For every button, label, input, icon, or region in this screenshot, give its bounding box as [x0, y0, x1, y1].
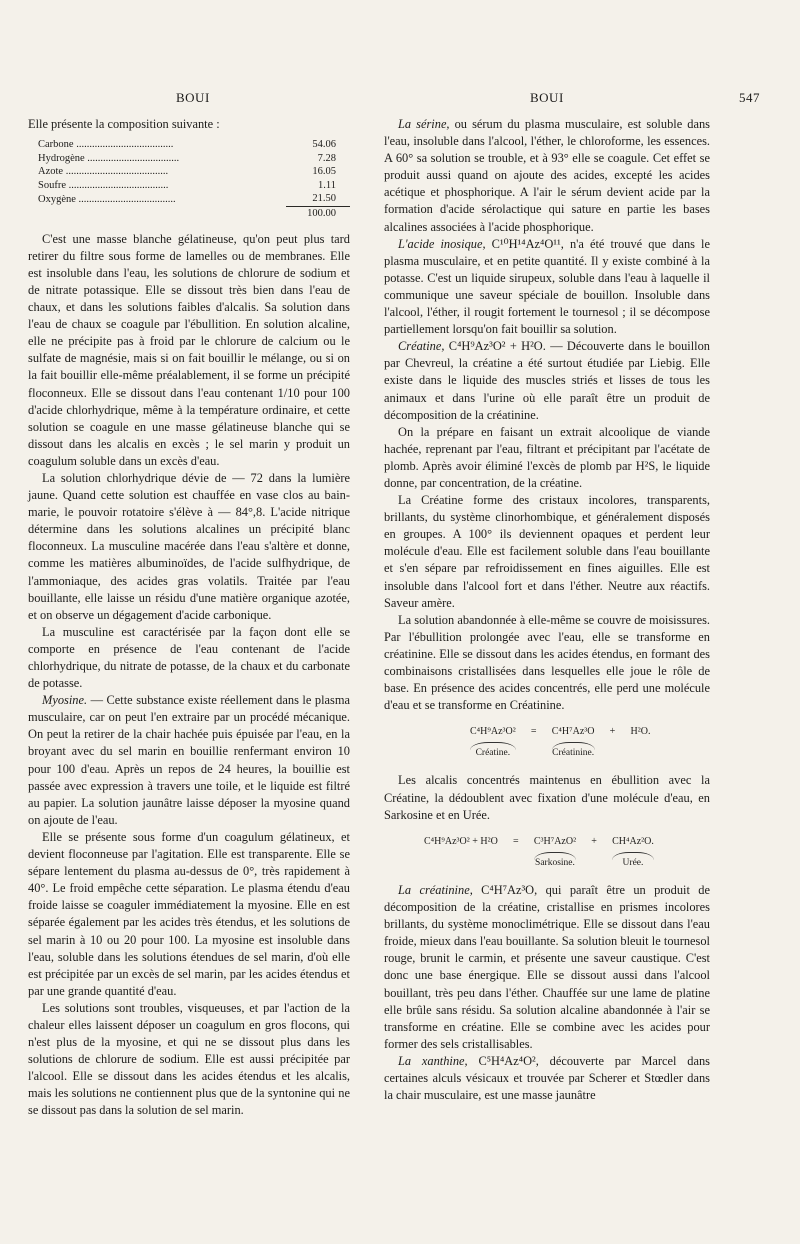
plus-sign: +	[591, 835, 597, 847]
composition-intro: Elle présente la composition suivante :	[28, 117, 220, 131]
equation-term: C⁴H⁷Az³O Créatinine.	[552, 723, 595, 762]
paragraph-text: ou sérum du plasma musculaire, est soluble dans l'eau, insoluble dans l'alcool, l'éther, le chloroforme, les essences. A 60° sa solution se trouble, et à 93° elle se coagule. Cet effet se produit aussi quand on ajoute des acides, excepté les acides acétique et phosphorique. A l'air le sérum devient acide par la formation d'acide sérolactique qui sature en partie les bases alcalines associées à l'acide phosphorique.	[384, 117, 710, 234]
formula: C⁴H⁷Az³O,	[472, 882, 538, 897]
paragraph-myosine	[28, 692, 350, 829]
paragraph: C'est une masse blanche gélatineuse, qu'on peut plus tard retirer du filtre sous forme de lamelles ou de membranes. Elle est insoluble dans l'eau, les solutions de chlorure de sodium et de nitrate potassique. Elle se dissout très bien dans l'eau de chaux, et dans les solutions faibles d'alcalis. Sa solution dans l'eau de chaux se coagule par l'ébullition. En solution alcaline, elle ne précipite pas à froid par le chlorure de calcium ou le sulfate de magnésie, mais si on fait bouillir le mélange, ou si on la fait bouillir elle-même préalablement, il se forme un précipité floconneux. Elle se dissout dans l'eau contenant 1/10 pour 100 d'acide chlorhydrique, même à la température ordinaire, et cette solution se coagule en une masse gélatineuse blanche qui se dissout dans les alcalis en excès ; le sel marin y produit un coagulum soluble dans un excès d'eau.	[28, 231, 350, 468]
paragraph-creatinine	[384, 882, 710, 1053]
left-column	[28, 116, 350, 1120]
formula: C⁴H⁹Az³O² + H²O.	[444, 339, 546, 354]
equals-sign: =	[530, 726, 537, 738]
equation-sarkosine-uree	[384, 833, 710, 872]
element-value: 21.50	[312, 193, 336, 205]
composition-table	[38, 138, 350, 221]
element-value: 54.06	[312, 139, 336, 151]
element-name: Oxygène .....................................	[38, 193, 176, 205]
table-row	[38, 152, 350, 166]
element-value: 1.11	[318, 179, 336, 191]
running-head-left: BOUI	[176, 90, 210, 105]
element-value: 16.05	[312, 166, 336, 178]
element-name: Azote .......................................	[38, 166, 169, 178]
plus-sign: +	[609, 726, 616, 738]
label-creatinine: Créatinine.	[552, 742, 595, 762]
paragraph-text: — Cette substance existe réellement dans le plasma musculaire, car on peut l'en extraire par un procédé mécanique. On peut la retirer de la chair hachée puis épuisée par l'eau, en la broyant avec du sel marin en bouillie renfermant environ 10 pour 100 d'eau. Après un repos de 24 heures, la bouillie est passée avec expression à travers une toile, et le liquide est filtré au papier. La solution jaunâtre laisse déposer la myosine quand on ajoute de l'eau.	[28, 693, 350, 827]
paragraph: La solution abandonnée à elle-même se couvre de moisissures. Par l'ébullition prolongée avec l'eau, elle se transforme en créatinine. Elle se dissout dans les acides étendus, en formant des combinaisons cristallisées dans lesquelles elle joue le rôle de base. En présence des acides concentrés, elle perd une molécule d'eau et se transforme en Créatinine.	[384, 612, 710, 713]
element-name: Carbone .....................................	[38, 139, 174, 151]
equals-sign: =	[513, 835, 519, 847]
equation-term: C⁴H⁹Az³O² Créatine.	[470, 723, 516, 762]
table-row	[38, 138, 350, 152]
term-serine: La sérine,	[398, 117, 450, 131]
equation-term: H²O.	[630, 726, 651, 738]
running-head-right: BOUI	[530, 90, 564, 105]
paragraph: Les alcalis concentrés maintenus en ébullition avec la Créatine, la dédoublent avec fixation d'une molécule d'eau, en Sarkosine et en Urée.	[384, 773, 710, 822]
paragraph-serine	[384, 116, 710, 236]
paragraph: Elle se présente sous forme d'un coagulum gélatineux, et devient floconneuse par l'agitation. Elle est transparente. Elle se sépare lentement du plasma au-dessus de 0°, très rapidement à 40°. Le froid empêche cette séparation. Le plasma étendu d'eau froide laisse se coaguler immédiatement la myosine. Elle en est séparée également par les acides très étendus, et les solutions de sel marin à 10 ou 20 pour 100. La myosine est insoluble dans l'eau, soluble dans les solutions étendues de sel marin, d'où elle est précipitée par un excès de sel marin, par les acides étendus et par une grande quantité d'eau.	[28, 829, 350, 998]
paragraph: Les solutions sont troubles, visqueuses, et par l'action de la chaleur elles laissent déposer un coagulum en gros flocons, qui n'est plus de la myosine, et qui ne se dissout plus dans les solutions de chlorure de sodium. Elle est aussi précipitée par l'alcool. Elle se dissout dans les acides étendus et les alcalis, mais les solutions ne contiennent plus que de la syntonine qui ne se dissout pas dans la solution de sel marin.	[28, 1000, 350, 1118]
paragraph-text: qui paraît être un produit de décomposition de la créatine, cristallise en prismes incolores brillants, du système monoclimétrique. Elle se dissout dans l'eau froide, mieux dans l'eau bouillante. Sa solution bleuit le tournesol rouge, brunit le carmin, et présente une saveur caustique. C'est donc une base énergique. Elle se dissout aussi dans l'alcool bouillant, très peu dans l'éther. Chauffée sur une lame de platine elle brûle sans résidu. Sa solution alcaline abandonnée à l'air se transforme en créatine. Elle se combine avec les acides pour former des sels cristallisables.	[384, 882, 710, 1051]
term-xanthine: La xanthine,	[398, 1053, 468, 1068]
paragraph-xanthine	[384, 1053, 710, 1104]
term-creatinine: La créatinine,	[398, 882, 473, 897]
label-uree: Urée.	[612, 852, 654, 872]
element-name: Hydrogène ...................................	[38, 152, 180, 164]
element-value: 7.28	[317, 152, 336, 164]
term-creatine: Créatine,	[398, 339, 445, 354]
element-name: Soufre ......................................	[38, 179, 169, 191]
formula: C⁵H⁴Az⁴O²,	[467, 1053, 539, 1068]
table-row	[38, 165, 350, 179]
equation-term: CH⁴Az²O. Urée.	[612, 833, 654, 872]
paragraph: La Créatine forme des cristaux incolores, transparents, brillants, du système clinorhombique, et généralement disposés en groupes. A 100° ils deviennent opaques et perdent leur molécule d'eau. Elle est facilement soluble dans l'eau bouillante et s'en sépare par refroidissement en fines aiguilles. Elle est insoluble dans l'alcool fort et dans l'éther. Neutre aux réactifs. Saveur amère.	[384, 493, 710, 610]
formula: C¹⁰H¹⁴Az⁴O¹¹,	[485, 236, 564, 251]
label-creatine: Créatine.	[470, 742, 516, 762]
equation-term: C⁴H⁹Az³O² + H²O	[424, 835, 498, 847]
paragraph-text: n'a été trouvé que dans le plasma musculaire, et en petite quantité. Il y existe combiné à la potasse. C'est un liquide sirupeux, soluble dans l'eau à laquelle il communique une saveur spéciale de bouillon. Insoluble dans l'alcool, l'éther, il rougit fortement le tournesol ; il se décompose partiellement lorsqu'on fait bouillir sa solution.	[384, 236, 710, 337]
composition-total: 100.00	[286, 207, 350, 221]
term-myosine: Myosine.	[42, 693, 88, 708]
paragraph-acide-inosique	[384, 236, 710, 339]
paragraph-text: — Découverte dans le bouillon par Chevreul, la créatine a été surtout étudiée par Liebig. Elle existe dans le liquide des muscles striés et lisses de tous les animaux et dans l'urine où elle paraît être un produit de décomposition de la créatinine.	[384, 339, 710, 422]
equation-term: C³H⁷AzO² Sarkosine.	[534, 833, 576, 872]
table-row	[38, 192, 350, 206]
running-header	[30, 90, 760, 110]
term-acide-inosique: L'acide inosique,	[398, 236, 486, 251]
equation-creatine-creatinine	[384, 723, 710, 762]
paragraph-text: découverte par Marcel dans certaines alculs vésicaux et trouvée par Scherer et Stœdler dans la chair musculaire, est une masse jaunâtre	[384, 1053, 711, 1103]
table-total-row	[38, 207, 350, 221]
right-column	[384, 116, 710, 1104]
paragraph: On la prépare en faisant un extrait alcoolique de viande hachée, reprenant par l'eau, filtrant et précipitant par l'acétate de plomb. Après avoir éliminé l'excès de plomb par H²S, le liquide donne, par concentration, de la créatine.	[384, 424, 710, 490]
paragraph: La solution chlorhydrique dévie de — 72 dans la lumière jaune. Quand cette solution est chauffée en vase clos au bain-marie, le pouvoir rotatoire s'élève à — 84°,8. L'acide nitrique détermine dans les solutions alcalines un précipité blanc floconneux. La musculine macérée dans l'eau s'altère et donne, comme les matières albuminoïdes, de l'acide sulfhydrique, de l'ammoniaque, des acides gras volatils. Traitée par l'eau bouillante, elle laisse un résidu d'une matière organique azotée, et on observe un dégagement d'acide carbonique.	[28, 470, 350, 622]
paragraph: La musculine est caractérisée par la façon dont elle se comporte en présence de l'eau contenant de l'acide chlorhydrique, du nitrate de potasse, de la chaux et du carbonate de potasse.	[28, 624, 350, 691]
paragraph-creatine	[384, 338, 710, 423]
page-number: 547	[739, 90, 760, 105]
label-sarkosine: Sarkosine.	[534, 852, 576, 872]
table-row	[38, 179, 350, 193]
